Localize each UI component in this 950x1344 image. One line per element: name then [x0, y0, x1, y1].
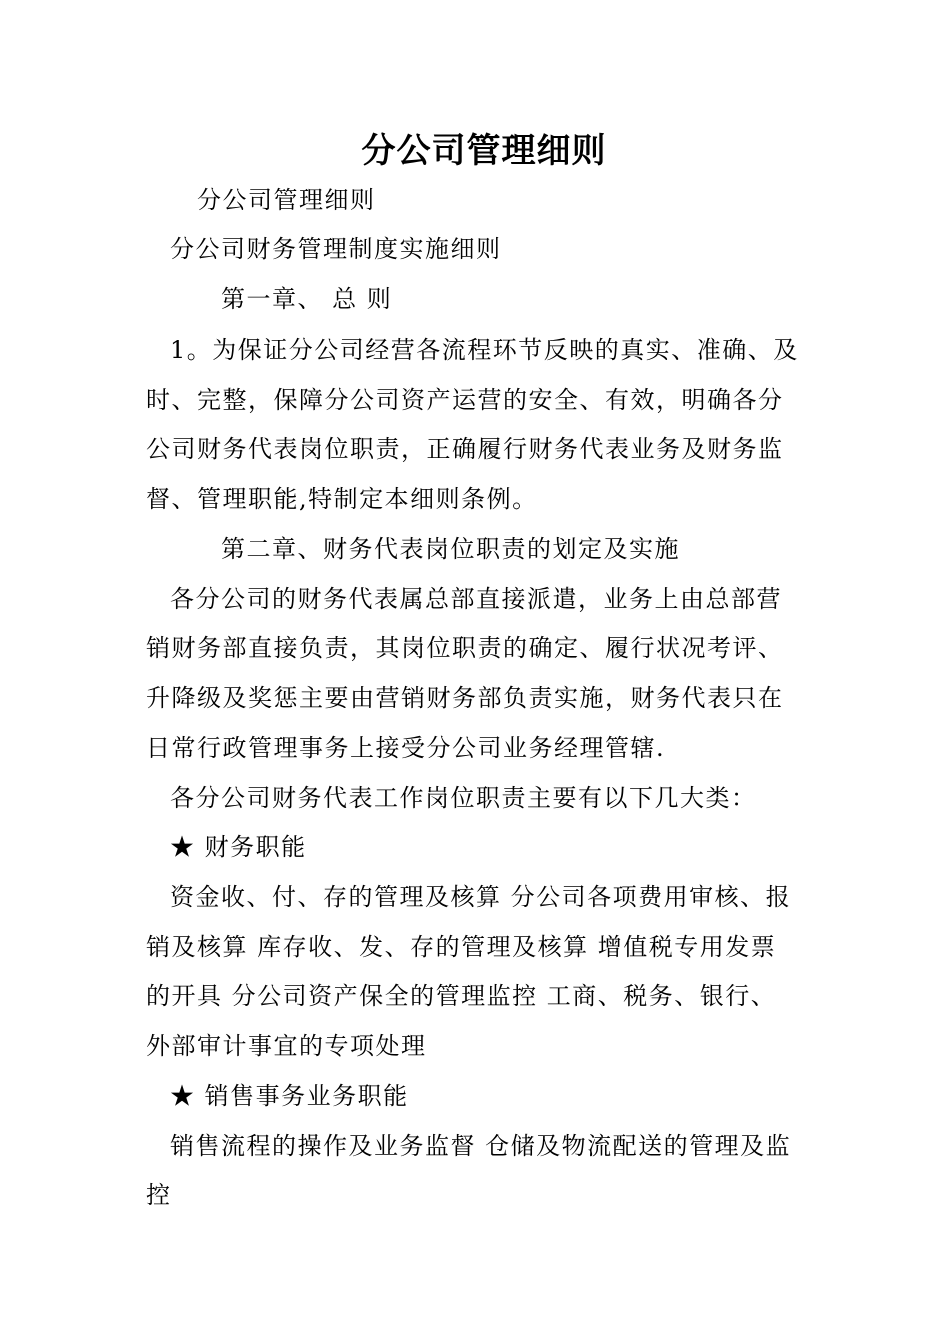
section-heading-finance: ★ 财务职能: [170, 833, 307, 861]
document-title: 分公司管理细则: [361, 131, 607, 171]
paragraph-line: 资金收、付、存的管理及核算 分公司各项费用审核、报: [170, 883, 792, 911]
paragraph-line: 控: [146, 1181, 172, 1209]
paragraph-line: 升降级及奖惩主要由营销财务部负责实施，财务代表只在: [146, 684, 784, 712]
chapter-heading-2: 第二章、财务代表岗位职责的划定及实施: [221, 535, 680, 563]
paragraph-line: 销财务部直接负责，其岗位职责的确定、履行状况考评、: [146, 634, 784, 662]
paragraph-line: 时、完整，保障分公司资产运营的安全、有效，明确各分: [146, 386, 784, 414]
paragraph-line: 各分公司财务代表工作岗位职责主要有以下几大类：: [170, 784, 757, 812]
chapter-heading-1: 第一章、 总 则: [221, 285, 393, 313]
paragraph-line: 的开具 分公司资产保全的管理监控 工商、税务、银行、: [146, 982, 777, 1010]
paragraph-line: 各分公司的财务代表属总部直接派遣，业务上由总部营: [170, 585, 782, 613]
doc-line-subtitle-2: 分公司财务管理制度实施细则: [170, 235, 502, 263]
paragraph-line: 公司财务代表岗位职责，正确履行财务代表业务及财务监: [146, 435, 784, 463]
paragraph-line: 外部审计事宜的专项处理: [146, 1032, 427, 1060]
paragraph-line: 日常行政管理事务上接受分公司业务经理管辖.: [146, 734, 666, 762]
doc-line-subtitle: 分公司管理细则: [197, 186, 376, 214]
paragraph-line: 1。为保证分公司经营各流程环节反映的真实、准确、及: [170, 336, 799, 364]
paragraph-line: 督、管理职能,特制定本细则条例。: [146, 485, 538, 513]
paragraph-line: 销及核算 库存收、发、存的管理及核算 增值税专用发票: [146, 933, 777, 961]
section-heading-sales: ★ 销售事务业务职能: [170, 1082, 409, 1110]
paragraph-line: 销售流程的操作及业务监督 仓储及物流配送的管理及监: [170, 1132, 792, 1160]
